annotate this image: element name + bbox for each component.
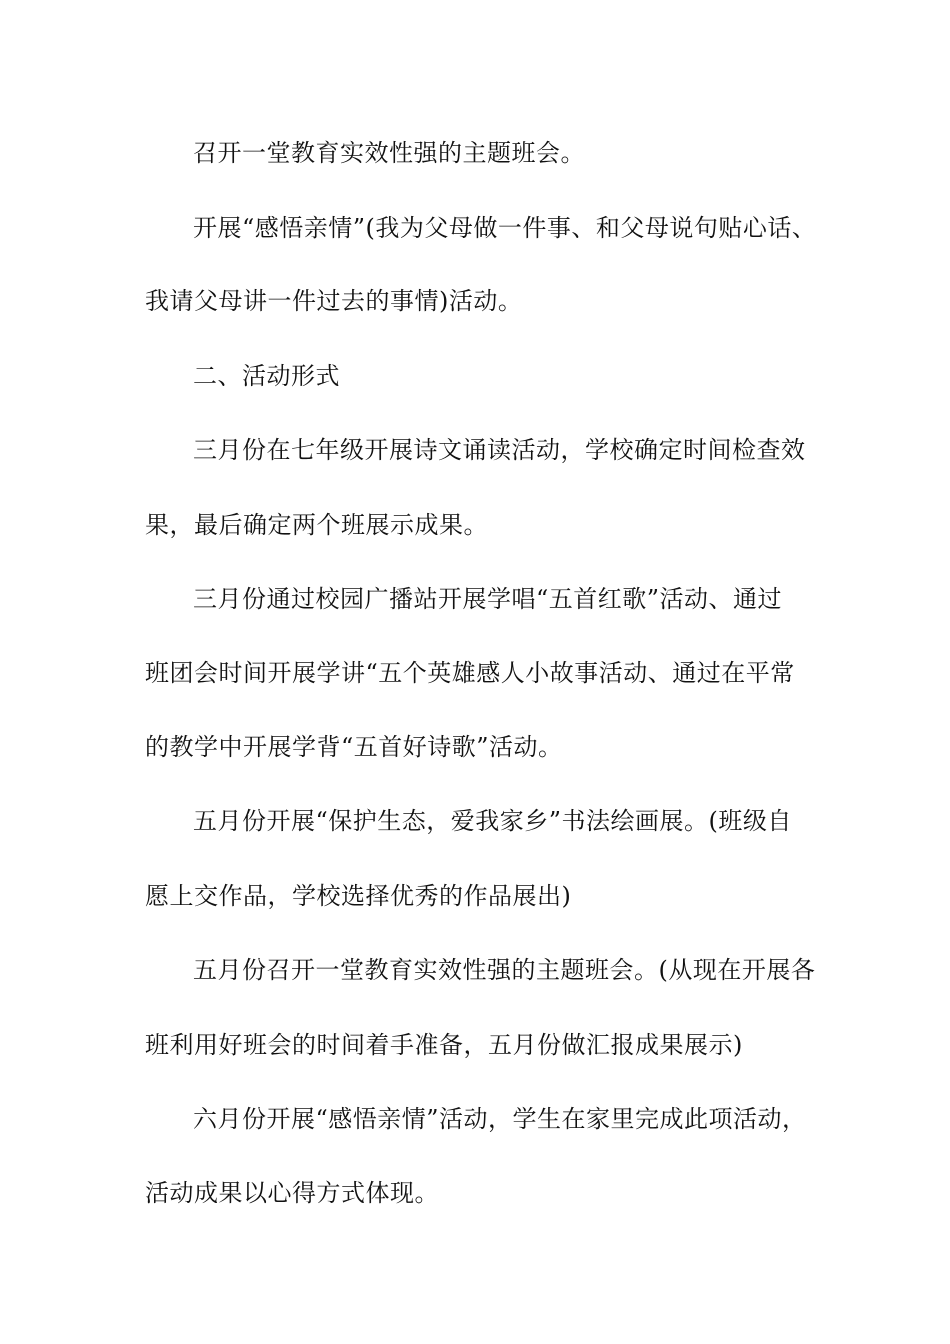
paragraph-line: 愿上交作品，学校选择优秀的作品展出) (145, 882, 572, 910)
paragraph-line: 的教学中开展学背“五首好诗歌”活动。 (145, 733, 563, 761)
paragraph-line: 果，最后确定两个班展示成果。 (145, 511, 488, 539)
paragraph-line: 五月份召开一堂教育实效性强的主题班会。(从现在开展各 (193, 956, 816, 984)
paragraph-line: 召开一堂教育实效性强的主题班会。 (193, 139, 585, 167)
paragraph-line: 六月份开展“感悟亲情”活动，学生在家里完成此项活动， (193, 1105, 807, 1133)
paragraph-line: 我请父母讲一件过去的事情)活动。 (145, 287, 523, 315)
section-heading: 二、活动形式 (193, 362, 340, 390)
paragraph-line: 开展“感悟亲情”(我为父母做一件事、和父母说句贴心话、 (193, 214, 817, 242)
paragraph-line: 三月份通过校园广播站开展学唱“五首红歌”活动、通过 (193, 585, 783, 613)
paragraph-line: 活动成果以心得方式体现。 (145, 1179, 439, 1207)
paragraph-line: 五月份开展“保护生态，爱我家乡”书法绘画展。(班级自 (193, 807, 792, 835)
paragraph-line: 班利用好班会的时间着手准备，五月份做汇报成果展示) (145, 1031, 743, 1059)
paragraph-line: 三月份在七年级开展诗文诵读活动，学校确定时间检查效 (193, 436, 806, 464)
paragraph-line: 班团会时间开展学讲“五个英雄感人小故事活动、通过在平常 (145, 659, 795, 687)
